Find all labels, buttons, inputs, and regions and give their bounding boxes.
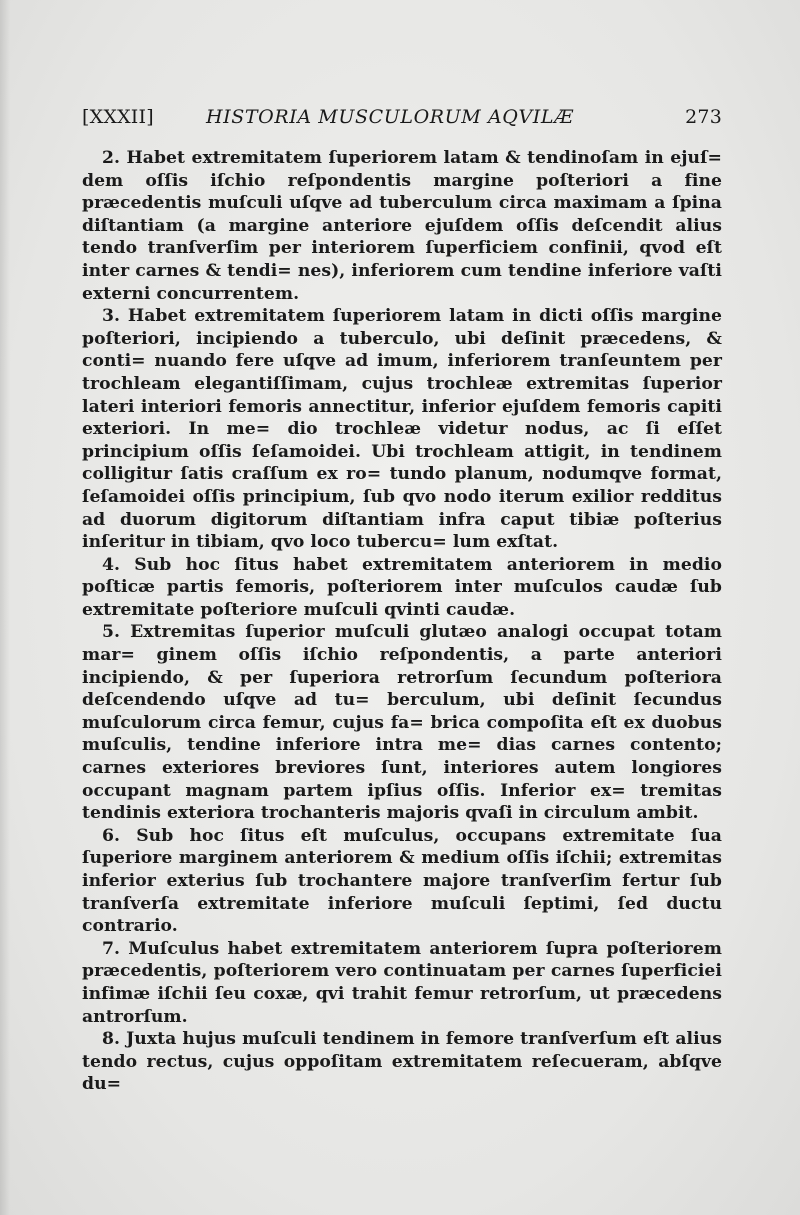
- paragraph-2: 2. Habet extremitatem ſuperiorem latam & tendinoſam in ejuſ= dem oſſis iſchio reſpondentis margine poſteriori a fine præcedentis muſculi uſqve ad tuberculum circa maximam a ſpina diſtantiam (a margine anteriore ejuſdem oſſis deſcendit alius tendo tranſverſim per interiorem ſuperficiem confinii, qvod eſt inter carnes & tendi= nes), inferiorem cum tendine inferiore vaſti externi concurrentem.: [82, 148, 722, 304]
- running-title: HISTORIA MUSCULORUM AQVILÆ: [206, 106, 574, 128]
- running-head: [82, 104, 722, 130]
- chapter-number: [XXXII]: [82, 106, 154, 128]
- body-text: [82, 147, 722, 1096]
- page-edge-shadow: [0, 0, 10, 1215]
- paragraph-6: 6. Sub hoc ſitus eſt muſculus, occupans extremitate ſua ſuperiore marginem anteriorem & medium oſſis iſchii; extremitas inferior exterius ſub trochantere majore tranſverſim fertur ſub tranſverſa extremitate inferiore muſculi ſeptimi, ſed ductu contrario.: [82, 825, 722, 937]
- paragraph-5: 5. Extremitas ſuperior muſculi glutæo analogi occupat totam mar= ginem oſſis iſchio reſpondentis, a parte anteriori incipiendo, & per ſuperiora retrorſum ſecundum poſteriora deſcendendo uſqve ad tu= berculum, ubi deſinit ſecundus muſculorum circa femur, cujus fa= brica compoſita eſt ex duobus muſculis, tendine inferiore intra me= dias carnes contento; carnes exteriores breviores ſunt, interiores autem longiores occupant magnam partem ipſius oſſis. Inferior ex= tremitas tendinis exteriora trochanteris majoris qvaſi in circulum ambit.: [82, 622, 722, 824]
- paragraph-7: 7. Muſculus habet extremitatem anteriorem ſupra poſteriorem præcedentis, poſteriorem vero continuatam per carnes ſuperficiei infimæ iſchii ſeu coxæ, qvi trahit femur retrorſum, ut præcedens antrorſum.: [82, 938, 722, 1027]
- paragraph-3: 3. Habet extremitatem ſuperiorem latam in dicti oſſis margine poſteriori, incipiendo a tuberculo, ubi deſinit præcedens, & conti= nuando fere uſqve ad imum, inferiorem tranſeuntem per trochleam elegantiſſimam, cujus trochleæ extremitas ſuperior lateri interiori femoris annectitur, inferior ejuſdem femoris capiti exteriori. In me= dio trochleæ videtur nodus, ac ſi eſſet principium oſſis ſeſamoidei. Ubi trochleam attigit, in tendinem colligitur ſatis craſſum ex ro= tundo planum, nodumqve format, ſeſamoidei oſſis principium, ſub qvo nodo iterum exilior redditus ad duorum digitorum diſtantiam infra caput tibiæ poſterius inſeritur in tibiam, qvo loco tubercu= lum exſtat.: [82, 306, 722, 553]
- page-number: 273: [685, 106, 722, 128]
- paragraph-8: 8. Juxta hujus muſculi tendinem in femore tranſverſum eſt alius tendo rectus, cujus oppoſitam extremitatem reſecueram, abſqve du=: [82, 1029, 722, 1095]
- paragraph-4: 4. Sub hoc ſitus habet extremitatem anteriorem in medio poſticæ partis femoris, poſteriorem inter muſculos caudæ ſub extremitate poſteriore muſculi qvinti caudæ.: [82, 554, 722, 620]
